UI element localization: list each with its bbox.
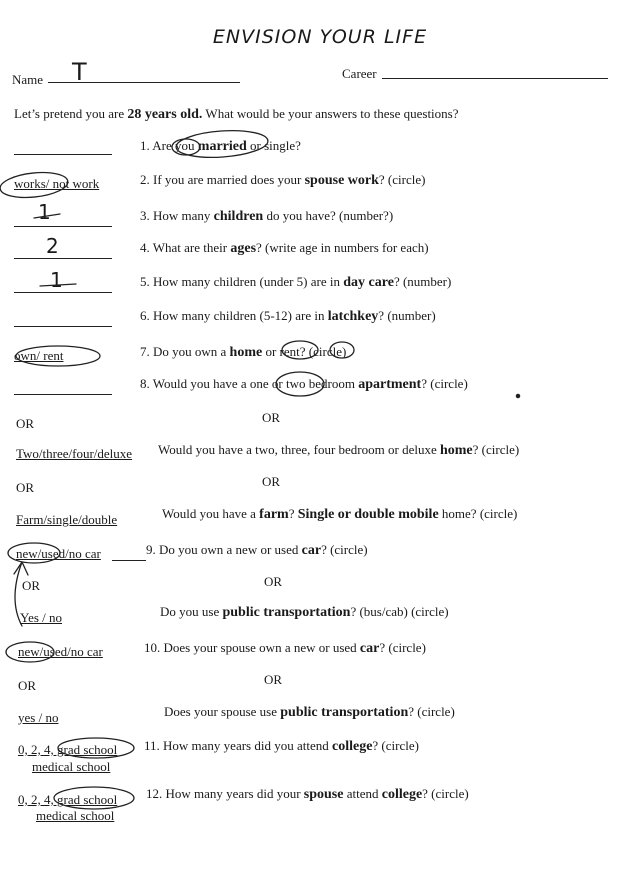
answer-blank-q6[interactable] — [14, 326, 112, 327]
intro-text: Let’s pretend you are 28 years old. What would be your answers to these questions? — [14, 106, 459, 122]
answer-q10: new/used/no car — [18, 644, 103, 659]
question-farm: Would you have a farm? Single or double mobile home? (circle) — [162, 506, 518, 522]
answer-q2: works/ not work — [14, 176, 100, 191]
question-12: 12. How many years did your spouse attend college? (circle) — [146, 786, 469, 802]
question-5: 5. How many children (under 5) are in day care? (number) — [140, 274, 452, 290]
question-home: Would you have a two, three, four bedroom or deluxe home? (circle) — [158, 442, 520, 458]
or-label: OR — [262, 474, 281, 489]
name-label: Name — [12, 72, 44, 87]
answer-q4: 2 — [46, 234, 59, 258]
question-11: 11. How many years did you attend college? (circle) — [144, 738, 419, 754]
intro-age: 28 years old. — [127, 107, 203, 122]
answer-q7: own/ rent — [14, 348, 64, 363]
question-1: 1. Are you married or single? — [140, 138, 301, 154]
or-label: OR — [16, 480, 35, 495]
answer-blank-q9 — [112, 560, 146, 561]
career-field[interactable] — [382, 78, 608, 79]
question-3: 3. How many children do you have? (number?) — [140, 208, 394, 224]
or-label: OR — [262, 410, 281, 425]
question-4: 4. What are their ages? (write age in numbers for each) — [140, 240, 429, 256]
question-9b: Do you use public transportation? (bus/cab) (circle) — [160, 604, 449, 620]
answer-blank-q5[interactable] — [14, 292, 112, 293]
career-label: Career — [342, 66, 377, 81]
answer-q11: 0, 2, 4, grad school — [18, 742, 118, 757]
question-9: 9. Do you own a new or used car? (circle) — [146, 542, 368, 558]
page-title: ENVISION YOUR LIFE — [212, 26, 428, 48]
answer-q5: 1 — [50, 268, 63, 292]
question-10b: Does your spouse use public transportation? (circle) — [164, 704, 455, 720]
answer-home: Two/three/four/deluxe — [16, 446, 133, 461]
answer-q12-line2: medical school — [36, 808, 115, 823]
answer-q9b: Yes / no — [20, 610, 63, 625]
question-8: 8. Would you have a one or two bedroom apartment? (circle) — [140, 376, 468, 392]
question-7: 7. Do you own a home or rent? (circle) — [140, 344, 347, 360]
or-label: OR — [264, 672, 283, 687]
answer-q11-line2: medical school — [32, 759, 111, 774]
answer-blank-q3[interactable] — [14, 226, 112, 227]
question-10: 10. Does your spouse own a new or used car? (circle) — [144, 640, 426, 656]
answer-q12: 0, 2, 4, grad school — [18, 792, 118, 807]
question-2: 2. If you are married does your spouse work? (circle) — [140, 172, 426, 188]
answer-farm: Farm/single/double — [16, 512, 118, 527]
answer-blank-q8[interactable] — [14, 394, 112, 395]
or-label: OR — [18, 678, 37, 693]
question-6: 6. How many children (5-12) are in latchkey? (number) — [140, 308, 436, 324]
answer-q9: new/used/no car — [16, 546, 101, 561]
stray-dot — [516, 394, 519, 397]
or-label: OR — [16, 416, 35, 431]
answer-blank-q4[interactable] — [14, 258, 112, 259]
or-label: OR — [22, 578, 41, 593]
answer-q10b: yes / no — [18, 710, 59, 725]
answer-q3: 1 — [38, 200, 51, 224]
or-label: OR — [264, 574, 283, 589]
answer-blank-q1[interactable] — [14, 154, 112, 155]
name-value: T — [72, 58, 87, 86]
